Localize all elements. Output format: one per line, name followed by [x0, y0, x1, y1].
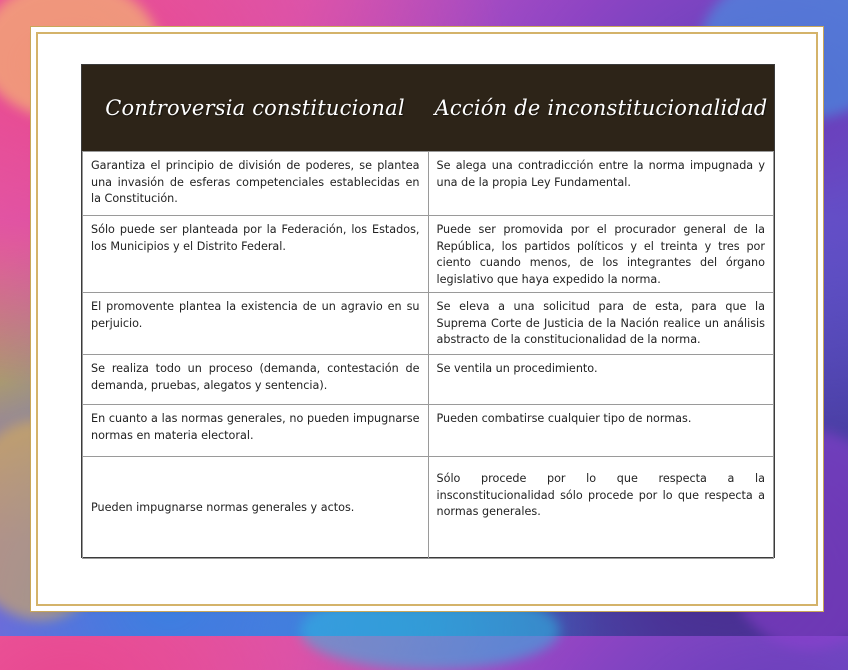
table-header [82, 65, 774, 151]
document-frame [36, 32, 818, 606]
cell-right: Se alega una contradicción entre la norma impugnada y una de la propia Ley Fundamental. [428, 152, 774, 216]
table-row [83, 293, 774, 355]
cell-left: El promovente plantea la existencia de un agravio en su perjuicio. [83, 293, 429, 355]
cell-right: Se eleva a una solicitud para de esta, para que la Suprema Corte de Justicia de la Nación realice un análisis abstracto de la constitucionalidad de la norma. [428, 293, 774, 355]
table-row [83, 405, 774, 457]
comparison-table-card [81, 64, 775, 558]
table-row [83, 152, 774, 216]
header-left: Controversia constitucional [105, 96, 405, 120]
cell-left: Sólo puede ser planteada por la Federación, los Estados, los Municipios y el Distrito Federal. [83, 216, 429, 293]
cell-right: Pueden combatirse cualquier tipo de normas. [428, 405, 774, 457]
cell-left: Pueden impugnarse normas generales y actos. [83, 457, 429, 559]
cell-right: Se ventila un procedimiento. [428, 355, 774, 405]
comparison-table [82, 151, 774, 559]
header-right: Acción de inconstitucionalidad [434, 96, 768, 120]
cell-left: Se realiza todo un proceso (demanda, contestación de demanda, pruebas, alegatos y sentencia). [83, 355, 429, 405]
table-row [83, 457, 774, 559]
table-row [83, 216, 774, 293]
table-row [83, 355, 774, 405]
cell-right: Puede ser promovida por el procurador general de la República, los partidos políticos y el treinta y tres por ciento cuando menos, de los integrantes del órgano legislativo que haya expedido la norma. [428, 216, 774, 293]
cell-left: En cuanto a las normas generales, no pueden impugnarse normas en materia electoral. [83, 405, 429, 457]
cell-right: Sólo procede por lo que respecta a la insconstitucionalidad sólo procede por lo que respecta a normas generales. [428, 457, 774, 559]
cell-left: Garantiza el principio de división de poderes, se plantea una invasión de esferas competenciales establecidas en la Constitución. [83, 152, 429, 216]
